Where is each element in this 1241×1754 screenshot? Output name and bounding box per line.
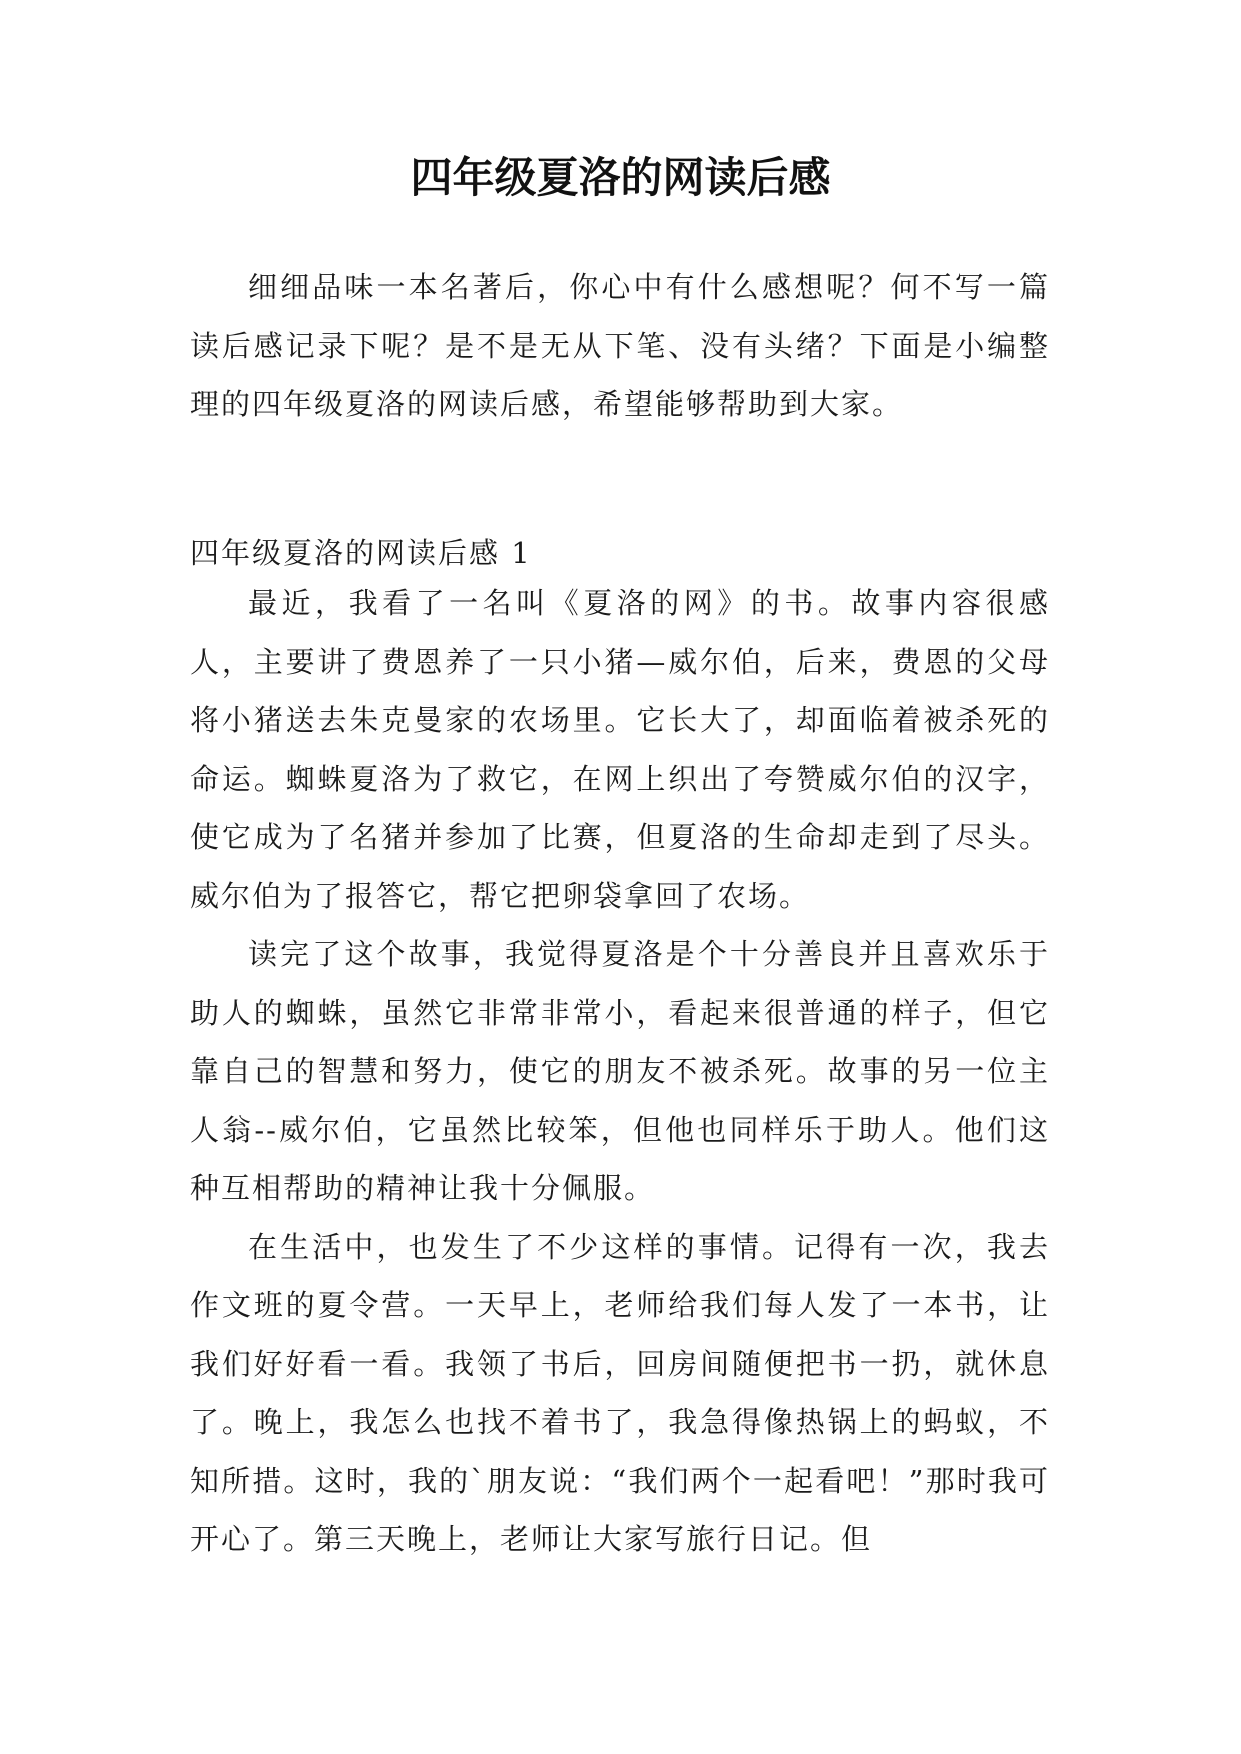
intro-paragraph: 细细品味一本名著后，你心中有什么感想呢？何不写一篇读后感记录下呢？是不是无从下笔、没有头绪？下面是小编整理的四年级夏洛的网读后感，希望能够帮助到大家。	[190, 270, 1050, 421]
body-paragraph-3: 在生活中，也发生了不少这样的事情。记得有一次，我去作文班的夏令营。一天早上，老师给我们每人发了一本书，让我们好好看一看。我领了书后，回房间随便把书一扔，就休息了。晚上，我怎么也找不着书了，我急得像热锅上的蚂蚁，不知所措。这时，我的`朋友说：“我们两个一起看吧！”那时我可开心了。第三天晚上，老师让大家写旅行日记。但	[190, 1229, 1050, 1556]
document-title: 四年级夏洛的网读后感	[410, 153, 831, 202]
body-paragraph-1: 最近，我看了一名叫《夏洛的网》的书。故事内容很感人，主要讲了费恩养了一只小猪—威尔伯，后来，费恩的父母将小猪送去朱克曼家的农场里。它长大了，却面临着被杀死的命运。蜘蛛夏洛为了救它，在网上织出了夸赞威尔伯的汉字，使它成为了名猪并参加了比赛，但夏洛的生命却走到了尽头。威尔伯为了报答它，帮它把卵袋拿回了农场。	[190, 586, 1050, 913]
section-body	[190, 574, 1050, 1569]
section-heading: 四年级夏洛的网读后感 1	[190, 536, 532, 570]
body-paragraph-2: 读完了这个故事，我觉得夏洛是个十分善良并且喜欢乐于助人的蜘蛛，虽然它非常非常小，看起来很普通的样子，但它靠自己的智慧和努力，使它的朋友不被杀死。故事的另一位主人翁--威尔伯，它虽然比较笨，但他也同样乐于助人。他们这种互相帮助的精神让我十分佩服。	[190, 937, 1050, 1205]
